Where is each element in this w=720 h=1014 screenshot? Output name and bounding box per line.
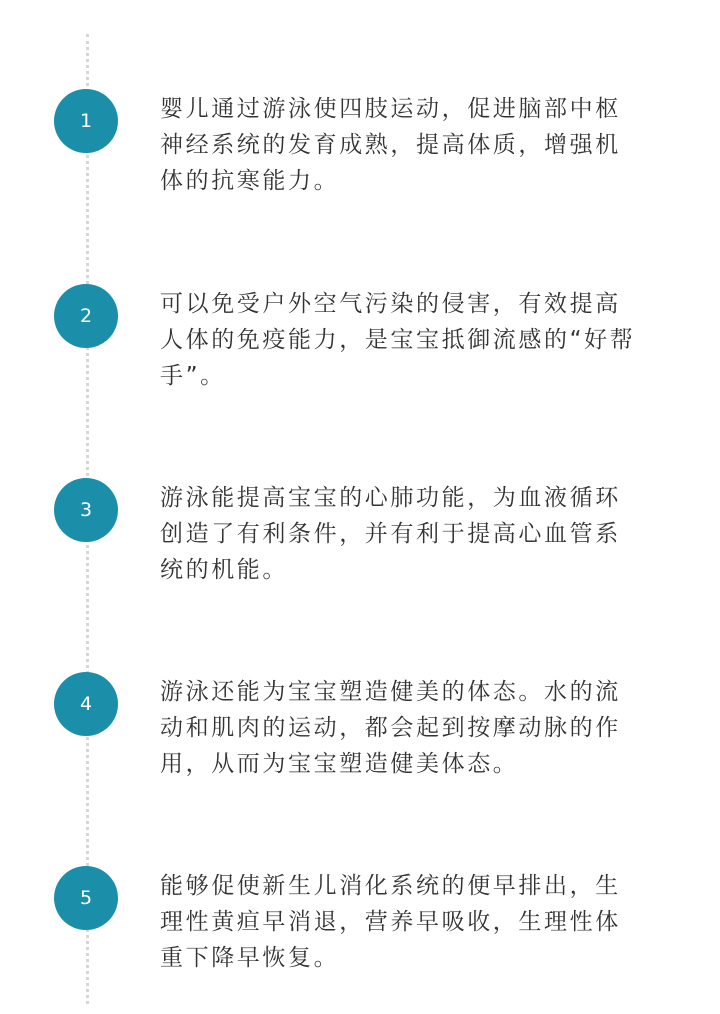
step-text: [160, 480, 672, 588]
step-number-badge: 2: [54, 284, 118, 348]
text-line: 理性黄疸早消退，营养早吸收，生理性体: [160, 909, 621, 935]
text-line: 创造了有利条件，并有利于提高心血管系: [160, 521, 621, 547]
text-line: 能够促使新生儿消化系统的便早排出，生: [160, 873, 621, 899]
text-line: 婴儿通过游泳使四肢运动，促进脑部中枢: [160, 96, 621, 122]
text-line: 可以免受户外空气污染的侵害，有效提高: [160, 291, 621, 317]
step-text: [160, 91, 672, 199]
text-line: 体的抗寒能力。: [160, 168, 340, 194]
text-line: 动和肌肉的运动，都会起到按摩动脉的作: [160, 715, 621, 741]
text-line: 人体的免疫能力，是宝宝抵御流感的“好帮: [160, 327, 636, 353]
text-line: 用，从而为宝宝塑造健美体态。: [160, 751, 519, 777]
text-line: 重下降早恢复。: [160, 945, 340, 971]
text-line: 神经系统的发育成熟，提高体质，增强机: [160, 132, 621, 158]
step-number-badge: 5: [54, 866, 118, 930]
text-line: 统的机能。: [160, 557, 288, 583]
text-line: 游泳能提高宝宝的心肺功能，为血液循环: [160, 485, 621, 511]
step-number-badge: 3: [54, 478, 118, 542]
step-text: [160, 868, 672, 976]
text-line: 游泳还能为宝宝塑造健美的体态。水的流: [160, 679, 621, 705]
step-number-badge: 1: [54, 89, 118, 153]
step-text: [160, 286, 672, 394]
text-line: 手”。: [160, 363, 226, 389]
step-text: [160, 674, 672, 782]
step-number-badge: 4: [54, 672, 118, 736]
